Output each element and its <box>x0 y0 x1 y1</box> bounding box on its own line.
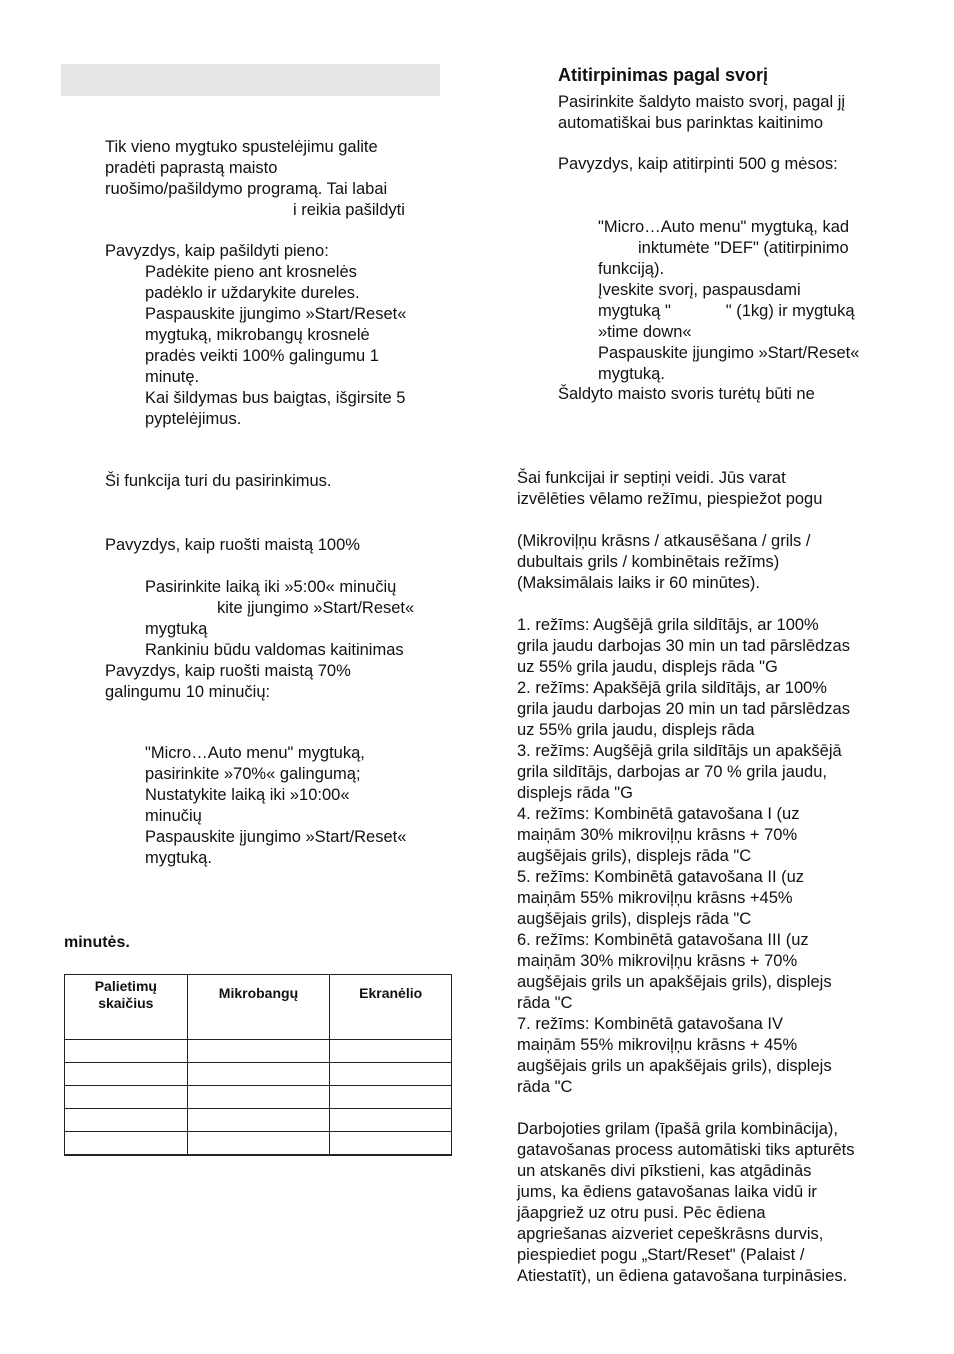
table-header-cell: Mikrobangų <box>187 975 330 1040</box>
text-line: apgriešanas aizveriet cepeškrāsns durvis, <box>517 1225 824 1243</box>
text-line <box>105 556 414 577</box>
text-line: jums, ka ēdiens gatavošanas laika vidū ir <box>517 1183 817 1201</box>
text-line: "Micro…Auto menu" mygtuką, kad <box>598 218 850 236</box>
text-line: Pavyzdys, kaip pašildyti pieno: <box>105 242 329 260</box>
table-cell <box>187 1109 330 1132</box>
text-line: minučių <box>145 807 202 825</box>
defrost-heading <box>558 64 768 86</box>
text-line: »time down« <box>598 323 692 341</box>
text-line: 3. režīms: Augšējā grila sildītājs un apakšējā <box>517 742 842 760</box>
table-cell <box>330 1040 452 1063</box>
text-line: rāda "C <box>517 1078 573 1096</box>
minutes-label <box>64 932 130 953</box>
defrost-example <box>558 154 838 175</box>
defrost-steps <box>598 217 859 385</box>
text-line: Ši funkcija turi du pasirinkimus. <box>105 472 332 490</box>
table-row <box>65 1040 452 1063</box>
text-line: maiņām 30% mikroviļņu krāsns + 70% <box>517 826 798 844</box>
text-line: 6. režīms: Kombinētā gatavošana III (uz <box>517 931 809 949</box>
text-line: "Micro…Auto menu" mygtuką, <box>145 744 365 762</box>
text-line: minutės. <box>64 934 130 951</box>
text-line: Įveskite svorį, paspausdami <box>598 281 801 299</box>
text-line: grila jaudu darbojas 30 min un tad pārslēdzas <box>517 637 850 655</box>
table-cell <box>330 1109 452 1132</box>
table-cell <box>65 1086 188 1109</box>
text-line <box>517 1098 855 1119</box>
text-line: Paspauskite įjungimo »Start/Reset« <box>598 344 860 362</box>
text-line: automatiškai bus parinktas kaitinimo <box>558 114 824 132</box>
text-line: padėklo ir uždarykite dureles. <box>145 284 360 302</box>
text-line: Rankiniu būdu valdomas kaitinimas <box>145 641 404 659</box>
text-line: Darbojoties grilam (īpašā grila kombinācija), <box>517 1120 838 1138</box>
text-line: Nustatykite laiką iki »10:00« <box>145 786 350 804</box>
text-line: pasirinkite »70%« galingumą; <box>145 765 361 783</box>
text-line: jāapgriež uz otru pusi. Pēc ēdiena <box>517 1204 766 1222</box>
text-line: augšējais grils), displejs rāda "C <box>517 847 752 865</box>
section-header-bar <box>61 64 440 96</box>
table-cell <box>65 1109 188 1132</box>
text-line <box>517 594 855 615</box>
text-line <box>517 510 855 531</box>
table-cell <box>330 1063 452 1086</box>
table-cell <box>65 1063 188 1086</box>
table-header-cell: Palietimų skaičius <box>65 975 188 1040</box>
grill-modes-text <box>517 468 855 1287</box>
table-cell <box>187 1086 330 1109</box>
table-cell <box>187 1040 330 1063</box>
text-line: 7. režīms: Kombinētā gatavošana IV <box>517 1015 783 1033</box>
text-line: kite įjungimo »Start/Reset« <box>217 599 415 617</box>
table-header-row <box>65 975 452 1040</box>
text-line: gatavošanas process automātiski tiks apturēts <box>517 1141 855 1159</box>
intro-paragraph <box>105 137 405 221</box>
text-line: augšējais grils un apakšējais grils), displejs <box>517 973 832 991</box>
text-line: izvēlēties vēlamo režīmu, piespiežot pogu <box>517 490 823 508</box>
text-line: 4. režīms: Kombinētā gatavošana I (uz <box>517 805 800 823</box>
text-line: 2. režīms: Apakšējā grila sildītājs, ar 100% <box>517 679 827 697</box>
function-note <box>105 471 332 492</box>
text-line: pyptelėjimus. <box>145 410 242 428</box>
text-line: displejs rāda "G <box>517 784 633 802</box>
text-line: uz 55% grila jaudu, displejs rāda <box>517 721 755 739</box>
text-line: Pavyzdys, kaip ruošti maistą 70% <box>105 662 351 680</box>
text-line: Pavyzdys, kaip atitirpinti 500 g mėsos: <box>558 155 838 173</box>
text-line: i reikia pašildyti <box>293 201 405 219</box>
text-line: pradės veikti 100% galingumu 1 <box>145 347 379 365</box>
text-line: rāda "C <box>517 994 573 1012</box>
table-cell <box>65 1132 188 1156</box>
defrost-note <box>558 384 815 405</box>
example-100-percent <box>105 535 414 703</box>
text-line: grila sildītājs, darbojas ar 70 % grila jaudu, <box>517 763 827 781</box>
text-line: Pasirinkite laiką iki »5:00« minučių <box>145 578 397 596</box>
example-70-steps <box>145 743 406 869</box>
text-line: Šaldyto maisto svoris turėtų būti ne <box>558 385 815 403</box>
text-line: mygtuką " " (1kg) ir mygtuką <box>598 302 855 320</box>
text-line: galingumu 10 minučių: <box>105 683 271 701</box>
text-line: ruošimo/pašildymo programą. Tai labai <box>105 180 388 198</box>
text-line: maiņām 55% mikroviļņu krāsns + 45% <box>517 1036 798 1054</box>
defrost-intro <box>558 92 845 134</box>
text-line: mygtuką, mikrobangų krosnelė <box>145 326 370 344</box>
text-line: maiņām 55% mikroviļņu krāsns +45% <box>517 889 793 907</box>
text-line: Kai šildymas bus baigtas, išgirsite 5 <box>145 389 406 407</box>
text-line: mygtuką. <box>598 365 665 383</box>
text-line: mygtuką <box>145 620 208 638</box>
text-line: piespiediet pogu „Start/Reset" (Palaist / <box>517 1246 805 1264</box>
text-line: Atiestatīt), un ēdiena gatavošana turpināsies. <box>517 1267 848 1285</box>
text-line: grila jaudu darbojas 20 min un tad pārslēdzas <box>517 700 850 718</box>
text-line: 1. režīms: Augšējā grila sildītājs, ar 100% <box>517 616 819 634</box>
text-line: Paspauskite įjungimo »Start/Reset« <box>145 305 407 323</box>
table-cell <box>330 1086 452 1109</box>
table-row <box>65 1132 452 1156</box>
text-line: minutę. <box>145 368 200 386</box>
table-cell <box>65 1040 188 1063</box>
text-line: uz 55% grila jaudu, displejs rāda "G <box>517 658 778 676</box>
text-line: Šai funkcijai ir septiņi veidi. Jūs varat <box>517 469 786 487</box>
text-line: Tik vieno mygtuko spustelėjimu galite <box>105 138 378 156</box>
text-line: Pavyzdys, kaip ruošti maistą 100% <box>105 536 360 554</box>
table-row <box>65 1063 452 1086</box>
text-line: inktumėte "DEF" (atitirpinimo <box>638 239 849 257</box>
heading-text: Atitirpinimas pagal svorį <box>558 65 769 85</box>
text-line: mygtuką. <box>145 849 212 867</box>
text-line: (Maksimālais laiks ir 60 minūtes). <box>517 574 760 592</box>
text-line: 5. režīms: Kombinētā gatavošana II (uz <box>517 868 805 886</box>
text-line: augšējais grils un apakšējais grils), displejs <box>517 1057 832 1075</box>
milk-example <box>105 241 406 430</box>
text-line: Pasirinkite šaldyto maisto svorį, pagal jį <box>558 93 846 111</box>
text-line: pradėti paprastą maisto <box>105 159 278 177</box>
table-row <box>65 1109 452 1132</box>
text-line: dubultais grils / kombinētais režīms) <box>517 553 780 571</box>
text-line: augšējais grils), displejs rāda "C <box>517 910 752 928</box>
text-line: Paspauskite įjungimo »Start/Reset« <box>145 828 407 846</box>
text-line: maiņām 30% mikroviļņu krāsns + 70% <box>517 952 798 970</box>
text-line: Padėkite pieno ant krosnelės <box>145 263 357 281</box>
text-line: (Mikroviļņu krāsns / atkausēšana / grils / <box>517 532 811 550</box>
table-cell <box>187 1063 330 1086</box>
touch-count-table <box>64 974 452 1156</box>
table-row <box>65 1086 452 1109</box>
table-header-cell: Ekranėlio <box>330 975 452 1040</box>
table-cell <box>330 1132 452 1156</box>
table-cell <box>187 1132 330 1156</box>
text-line: un atskanēs divi pīkstieni, kas atgādinās <box>517 1162 812 1180</box>
text-line: funkciją). <box>598 260 665 278</box>
